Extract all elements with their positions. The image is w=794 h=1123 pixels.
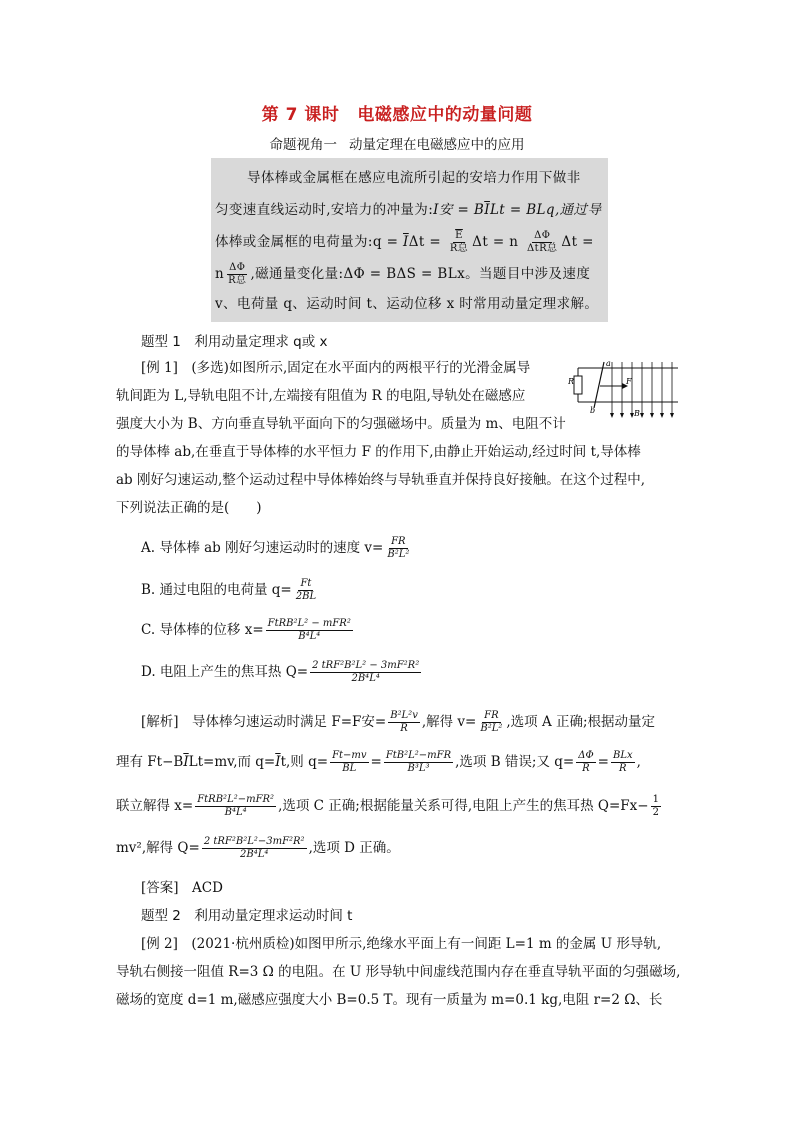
type1-heading: 题型 1 利用动量定理求 q或 x: [141, 334, 328, 350]
analysis-text: [解析] 导体棒匀速运动时满足 F=F安=: [141, 714, 387, 730]
subtitle-part-b: 动量定理在电磁感应中的应用: [349, 137, 525, 153]
analysis-line-1: [141, 710, 655, 735]
rod-ab: [594, 362, 604, 408]
page-title: [0, 100, 794, 125]
fraction-denominator: R: [582, 763, 590, 774]
fraction-numerator: FtRB²L² − mFR²: [267, 618, 351, 629]
mean-current-symbol: $\overline{I}$: [275, 754, 281, 770]
analysis-text: ,选项 A 正确;根据动量定: [506, 714, 656, 730]
option-b-fraction: [294, 578, 318, 603]
mean-current-symbol: $\overline{I}$: [183, 754, 189, 770]
section-subtitle: [0, 133, 794, 153]
intro-text: 匀变速直线运动时,安培力的冲量为:: [215, 202, 434, 218]
analysis-text: t,则 q=: [280, 754, 329, 770]
analysis-line-3: [116, 794, 663, 819]
option-text: A. 导体棒 ab 刚好匀速运动时的速度 v=: [141, 540, 384, 556]
type2-heading: 题型 2 利用动量定理求运动时间 t: [141, 908, 353, 924]
option-text: B. 通过电阻的电荷量 q=: [141, 582, 292, 598]
option-text: D. 电阻上产生的焦耳热 Q=: [141, 664, 309, 680]
analysis-text: 联立解得 x=: [116, 798, 194, 814]
label-a: a: [606, 359, 611, 368]
example2-line-1: [例 2] (2021·杭州质检)如图甲所示,绝缘水平面上有一间距 L=1 m 的金属 U 形导轨,: [141, 936, 662, 952]
intro-text: Δt =: [408, 234, 442, 250]
option-a: [141, 536, 413, 561]
subtitle-part-a: 命题视角一: [269, 137, 337, 153]
fraction-dphi-over-r: [226, 262, 248, 287]
intro-line-5: v、电荷量 q、运动时间 t、运动位移 x 时常用动量定理求解。: [215, 296, 599, 312]
analysis-text: mv²,解得 Q=: [116, 840, 200, 856]
analysis-fraction: [195, 794, 276, 819]
intro-line-1: 导体棒或金属框在感应电流所引起的安培力作用下做非: [247, 170, 581, 186]
fraction-dphi-over-dtr: [525, 230, 559, 255]
intro-line-2: [215, 194, 601, 226]
analysis-text: ,选项 C 正确;根据能量关系可得,电阻上产生的焦耳热 Q=Fx−: [278, 798, 649, 814]
option-d-fraction: [310, 660, 421, 685]
fraction-numerator: B²L²v: [390, 710, 418, 721]
resistor: [574, 376, 582, 394]
fraction-numerator: ΔΦ: [229, 262, 246, 273]
answer: [答案] ACD: [141, 880, 223, 896]
intro-formula: I安 = B: [433, 202, 485, 218]
fraction-denominator: 2BL: [295, 591, 317, 602]
analysis-fraction: [388, 710, 420, 735]
fraction-denominator: B³L³: [407, 763, 430, 774]
example1-line-3: 强度大小为 B、方向垂直导轨平面向下的匀强磁场中。质量为 m、电阻不计: [116, 416, 566, 432]
analysis-text: Lt=mv,而 q=: [188, 754, 276, 770]
intro-text: ,磁通量变化量:ΔΦ = BΔS = BLx。当题目中涉及速度: [250, 266, 591, 282]
fraction-numerator: Ft−mv: [332, 750, 367, 761]
analysis-fraction: [330, 750, 368, 775]
analysis-text: ,: [636, 754, 641, 770]
analysis-text: ,选项 B 错误;又 q=: [455, 754, 575, 770]
intro-text: Δt =: [561, 234, 594, 250]
example1-line-6: 下列说法正确的是( ): [116, 500, 262, 516]
analysis-fraction: [202, 836, 307, 861]
label-F: F: [626, 377, 632, 386]
example2-line-2: 导轨右侧接一阻值 R=3 Ω 的电阻。在 U 形导轨中间虚线范围内存在垂直导轨平面的匀强磁场,: [116, 964, 681, 980]
fraction-numerator: Ft: [300, 578, 312, 589]
option-d: [141, 660, 423, 685]
intro-line-3: [215, 226, 594, 258]
intro-formula: Lt = BLq,通过导: [489, 202, 602, 218]
analysis-text: ,解得 v=: [421, 714, 477, 730]
title-part-b: 电磁感应中的动量问题: [357, 105, 533, 125]
field-arrows: [612, 362, 672, 416]
example2-line-3: 磁场的宽度 d=1 m,磁感应强度大小 B=0.5 T。现有一质量为 m=0.1 kg,电阻 r=2 Ω、长: [116, 992, 663, 1008]
fraction-numerator: 2 tRF²B²L²−3mF²R²: [203, 836, 305, 847]
title-part-a: 第 7 课时: [261, 105, 340, 125]
intro-formula-i: $\overline{I}$: [484, 202, 490, 218]
example1-line-2: 轨间距为 L,导轨电阻不计,左端接有阻值为 R 的电阻,导轨处在磁感应: [116, 388, 526, 404]
fraction-numerator: ΔΦ: [534, 230, 551, 241]
example1-line-5: ab 刚好匀速运动,整个运动过程中导体棒始终与导轨垂直并保持良好接触。在这个过程中,: [116, 472, 646, 488]
option-c-fraction: [266, 618, 353, 643]
fraction-denominator: B²L²: [480, 723, 503, 734]
fraction-denominator: B⁴L⁴: [298, 631, 321, 642]
label-R: R: [568, 377, 575, 386]
analysis-fraction: [611, 750, 635, 775]
fraction-denominator: 2B⁴L⁴: [351, 673, 380, 684]
example1-line-1: [例 1] (多选)如图所示,固定在水平面内的两根平行的光滑金属导: [141, 360, 531, 376]
fraction-denominator: 2: [652, 807, 659, 818]
fraction-numerator: $\overline{E}$: [455, 230, 463, 241]
fraction-e-over-r: [448, 230, 470, 255]
intro-text: 体棒或金属框的电荷量为:q =: [215, 234, 399, 250]
intro-text: n: [215, 266, 225, 282]
analysis-text: ,选项 D 正确。: [308, 840, 400, 856]
rail-circuit-figure: [568, 358, 680, 422]
fraction-numerator: FtB²L²−mFR: [385, 750, 452, 761]
example1-line-4: 的导体棒 ab,在垂直于导体棒的水平恒力 F 的作用下,由静止开始运动,经过时间 t,导体棒: [116, 444, 641, 460]
label-b: b: [590, 406, 596, 415]
label-B: B: [634, 409, 640, 418]
fraction-denominator: 2B⁴L⁴: [240, 849, 269, 860]
fraction-numerator: ΔΦ: [578, 750, 594, 761]
fraction-denominator: B⁴L⁴: [224, 807, 247, 818]
analysis-text: =: [597, 754, 609, 770]
fraction-denominator: R: [619, 763, 627, 774]
fraction-denominator: ΔtR总: [527, 243, 558, 254]
analysis-line-2: [116, 750, 641, 775]
fraction-denominator: B²L²: [387, 549, 410, 560]
field-arrowheads: [610, 413, 674, 418]
fraction-numerator: FtRB²L²−mFR²: [197, 794, 275, 805]
fraction-numerator: 1: [652, 794, 659, 805]
analysis-fraction: [384, 750, 453, 775]
fraction-denominator: BL: [342, 763, 357, 774]
intro-line-4: [215, 258, 590, 290]
analysis-text: =: [370, 754, 382, 770]
fraction-numerator: 2 tRF²B²L² − 3mF²R²: [312, 660, 420, 671]
analysis-fraction: [651, 794, 661, 819]
fraction-denominator: R总: [228, 275, 247, 286]
fraction-numerator: FR: [484, 710, 499, 721]
fraction-denominator: R总: [449, 243, 469, 254]
fraction-numerator: BLx: [612, 750, 633, 761]
analysis-line-4: [116, 836, 400, 861]
option-text: C. 导体棒的位移 x=: [141, 622, 264, 638]
intro-box: [211, 158, 608, 322]
fraction-denominator: R: [400, 723, 408, 734]
analysis-fraction: [478, 710, 504, 735]
option-a-fraction: [385, 536, 411, 561]
fraction-numerator: FR: [391, 536, 406, 547]
analysis-text: 理有 Ft−B: [116, 754, 184, 770]
option-c: [141, 618, 355, 643]
analysis-fraction: [576, 750, 595, 775]
option-b: [141, 578, 320, 603]
intro-formula-i: $\overline{I}$: [403, 234, 409, 250]
intro-text: Δt = n: [472, 234, 519, 250]
